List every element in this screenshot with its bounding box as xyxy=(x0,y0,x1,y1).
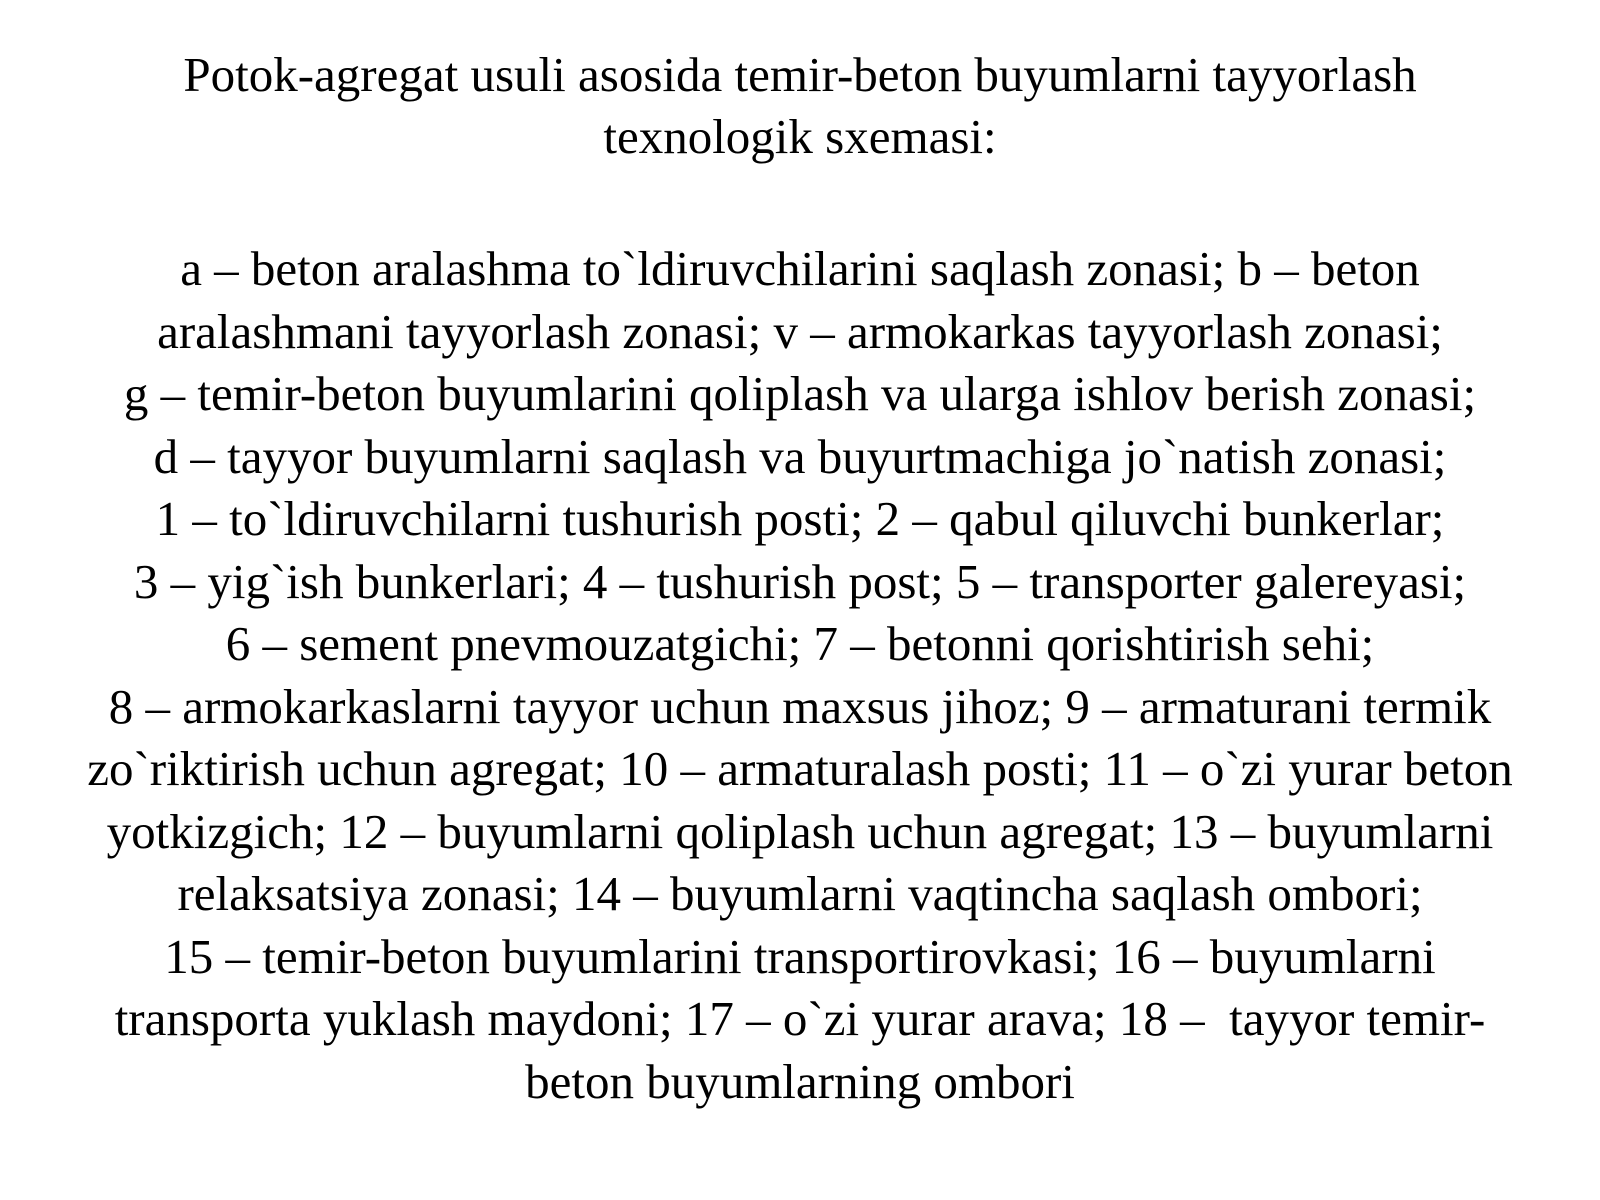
legend-line: g – temir-beton buyumlarini qoliplash va ularga ishlov berish zonasi; xyxy=(123,366,1477,421)
legend-line: 1 – to`ldiruvchilarni tushurish posti; 2 – qabul qiluvchi bunkerlar; xyxy=(155,491,1445,546)
legend-line: 3 – yig`ish bunkerlari; 4 – tushurish post; 5 – transporter galereyasi; xyxy=(133,553,1467,609)
legend-line: a – beton aralashma to`ldiruvchilarini saqlash zonasi; b – beton xyxy=(180,241,1420,296)
title-line: Potok-agregat usuli asosida temir-beton buyumlarni tayyorlash xyxy=(183,47,1417,102)
legend-line: zo`riktirish uchun agregat; 10 – armaturalash posti; 11 – o`zi yurar beton xyxy=(87,741,1513,796)
slide-title xyxy=(20,44,1580,168)
legend-line: 6 – sement pnevmouzatgichi; 7 – betonni qorishtirish sehi; xyxy=(225,616,1375,671)
legend-line: d – tayyor buyumlarni saqlash va buyurtmachiga jo`natish zonasi; xyxy=(153,428,1447,484)
legend-line: 8 – armokarkaslarni tayyor uchun maxsus jihoz; 9 – armaturani termik xyxy=(108,678,1492,734)
legend-line: relaksatsiya zonasi; 14 – buyumlarni vaqtincha saqlash ombori; xyxy=(177,866,1423,921)
legend-text xyxy=(20,238,1580,1113)
legend-line: beton buyumlarning ombori xyxy=(525,1053,1075,1109)
legend-line: aralashmani tayyorlash zonasi; v – armokarkas tayyorlash zonasi; xyxy=(157,303,1443,359)
legend-line: 15 – temir-beton buyumlarini transportirovkasi; 16 – buyumlarni xyxy=(164,928,1436,984)
title-line: texnologik sxemasi: xyxy=(603,109,997,164)
legend-line: transporta yuklash maydoni; 17 – o`zi yurar arava; 18 – tayyor temir- xyxy=(114,991,1486,1046)
legend-line: yotkizgich; 12 – buyumlarni qoliplash uchun agregat; 13 – buyumlarni xyxy=(106,803,1494,859)
